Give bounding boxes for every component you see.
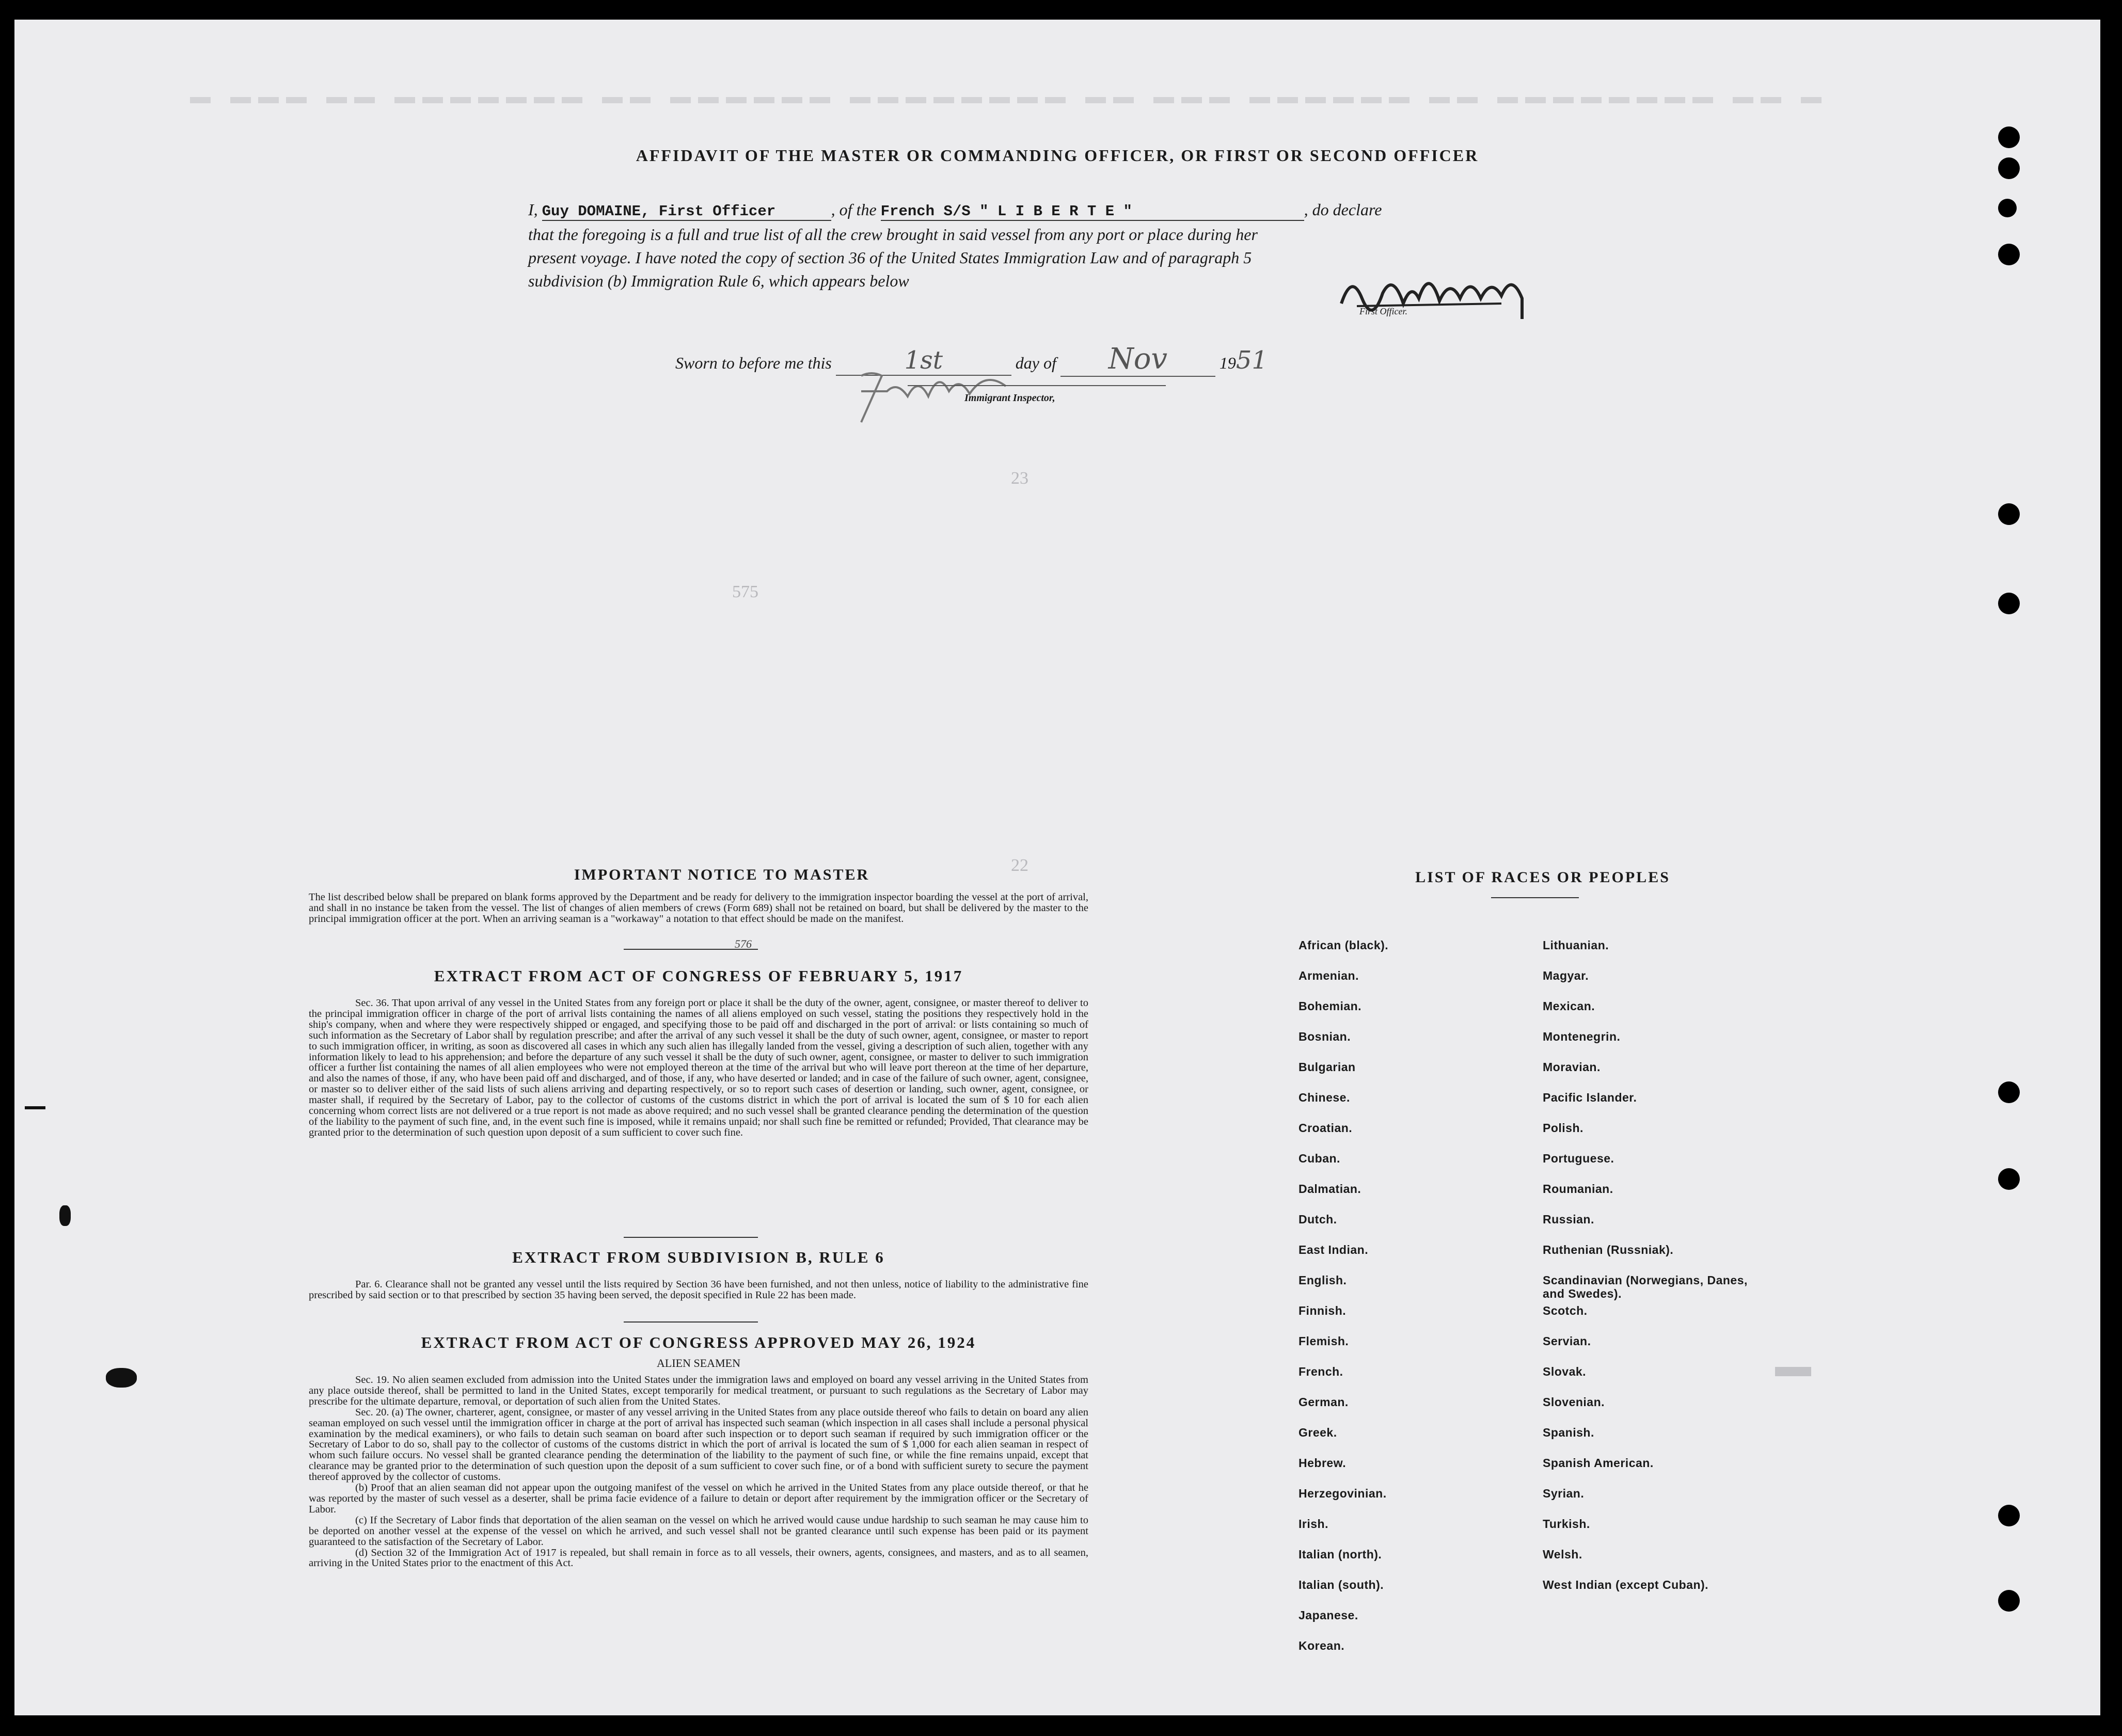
race-item: Chinese.	[1298, 1091, 1350, 1104]
officer-name-field: Guy DOMAINE, First Officer	[542, 203, 831, 221]
affidavit-line-1	[528, 200, 1382, 221]
races-column-right	[1543, 938, 1749, 1608]
race-item: Greek.	[1298, 1426, 1337, 1439]
extract-rule6-title: EXTRACT FROM SUBDIVISION B, RULE 6	[512, 1248, 885, 1266]
race-item: Bosnian.	[1298, 1030, 1351, 1043]
section-divider	[624, 1321, 758, 1323]
extract-1924-title: EXTRACT FROM ACT OF CONGRESS APPROVED MAY 26, 1924	[421, 1333, 976, 1351]
punch-hole	[1998, 1081, 2020, 1103]
signature-caption: First Officer.	[1359, 306, 1407, 316]
inspector-signature	[841, 355, 1047, 427]
races-title: LIST OF RACES OR PEOPLES	[1415, 869, 1670, 886]
race-item: Dalmatian.	[1298, 1182, 1361, 1196]
ink-mark	[25, 1106, 45, 1109]
faint-stamp	[1775, 1367, 1811, 1376]
race-item: Croatian.	[1298, 1121, 1353, 1135]
race-item: German.	[1298, 1395, 1349, 1409]
race-item: Montenegrin.	[1543, 1030, 1621, 1043]
race-item: Pacific Islander.	[1543, 1091, 1637, 1104]
race-item: Scotch.	[1543, 1304, 1588, 1317]
race-item: Magyar.	[1543, 969, 1589, 982]
section-20d-text: (d) Section 32 of the Immigration Act of 1917 is repealed, but shall remain in force as to all vessels, their owners, agents, consignees, and masters, and as to all seamen, arriving in the United States prior to the enactment of this Act.	[309, 1547, 1088, 1569]
race-item: Lithuanian.	[1543, 938, 1609, 952]
extract-1924-text	[309, 1375, 1088, 1569]
affidavit-title: AFFIDAVIT OF THE MASTER OR COMMANDING OFFICER, OR FIRST OR SECOND OFFICER	[636, 146, 1479, 165]
race-item: Spanish.	[1543, 1426, 1594, 1439]
race-item: Roumanian.	[1543, 1182, 1613, 1196]
race-item: Scandinavian (Norwegians, Danes, and Swedes).	[1543, 1273, 1748, 1300]
ink-smudge	[59, 1205, 71, 1226]
race-item: Mexican.	[1543, 999, 1595, 1013]
affidavit-prefix: I,	[528, 200, 538, 219]
page-number-ghost: 575	[732, 582, 758, 601]
sworn-month-field: Nov	[1060, 342, 1215, 377]
race-item: Syrian.	[1543, 1487, 1585, 1500]
handwritten-number: 576	[735, 937, 752, 950]
race-item: Servian.	[1543, 1334, 1591, 1348]
races-title-rule	[1491, 897, 1579, 898]
affidavit-suffix: , do declare	[1304, 200, 1382, 219]
race-item: Japanese.	[1298, 1608, 1358, 1622]
race-item: Russian.	[1543, 1213, 1594, 1226]
punch-hole	[1998, 126, 2020, 148]
race-item: Flemish.	[1298, 1334, 1349, 1348]
race-item: Bulgarian	[1298, 1060, 1356, 1074]
race-item: Slovak.	[1543, 1365, 1587, 1378]
section-20c-text: (c) If the Secretary of Labor finds that deportation of the alien seaman on the vessel on which he arrived would cause undue hardship to such seaman he may cause him to be deported on another vessel at the expense of the vessel on which he arrived, and such vessel shall not be granted clearance until such expense has been paid or its payment guaranteed to the satisfaction of the Secretary of Labor.	[309, 1514, 1088, 1548]
section-20a-text: Sec. 20. (a) The owner, charterer, agent, consignee, or master of any vessel arriving in the United States from any place outside thereof who fails to detain on board any alien seaman employed on such vessel until the immigration officer in charge at the port of arrival has inspected such seaman (which inspection in all cases shall include a personal physical examination by the medical examiners), or who fails to detain such seaman on board after such inspection or to deport such seaman if required by such immigration officer or the Secretary of Labor to do so, shall pay to the collector of customs of the customs district in which the port of arrival is located the sum of $ 1,000 for each alien seaman in respect of whom such failure occurs. No vessel shall be granted clearance pending the determination of the liability to the payment of such fine, or while the fine remains unpaid, except that clearance may be granted prior to the determination of such question upon the deposit of a sum sufficient to cover such fine, or of a bond with sufficient surety to secure the payment thereof approved by the collector of customs.	[309, 1406, 1088, 1483]
section-19-text: Sec. 19. No alien seamen excluded from admission into the United States under the immigration laws and employed on board any vessel arriving in the United States from any place outside thereof, shall be permitted to land in the United States, except temporarily for medical treatment, or pursuant to such regulations as the Secretary of Labor may prescribe for the ultimate departure, removal, or deportation of such alien from the United States.	[309, 1374, 1088, 1407]
race-item: Italian (north).	[1298, 1548, 1382, 1561]
sworn-prefix: Sworn to before me this	[675, 354, 832, 372]
extract-1924-subtitle: ALIEN SEAMEN	[657, 1357, 740, 1369]
ink-smudge	[106, 1368, 137, 1388]
race-item: East Indian.	[1298, 1243, 1369, 1256]
race-item: Polish.	[1543, 1121, 1583, 1135]
affidavit-mid: , of the	[831, 200, 877, 219]
extract-1917-title: EXTRACT FROM ACT OF CONGRESS OF FEBRUARY 5, 1917	[434, 967, 963, 985]
sworn-year-prefix: 19	[1219, 354, 1236, 372]
sworn-year-field: 51	[1236, 346, 1268, 375]
notice-title: IMPORTANT NOTICE TO MASTER	[574, 866, 870, 883]
vessel-name-field: French S/S " L I B E R T E "	[881, 203, 1304, 221]
race-item: Herzegovinian.	[1298, 1487, 1387, 1500]
sworn-day-field: 1st	[836, 346, 1011, 376]
affidavit-line-4: subdivision (b) Immigration Rule 6, which appears below	[528, 272, 909, 290]
race-item: Korean.	[1298, 1639, 1345, 1652]
race-item: Spanish American.	[1543, 1456, 1654, 1470]
race-item: Turkish.	[1543, 1517, 1590, 1531]
race-item: African (black).	[1298, 938, 1389, 952]
section-20b-text: (b) Proof that an alien seaman did not appear upon the outgoing manifest of the vessel on which he arrived in the United States from any place outside thereof, or that he was reported by the master of such vessel as a deserter, shall be prima facie evidence of a failure to detain or deport after requirement by the immigration officer or the Secretary of Labor.	[309, 1482, 1088, 1515]
race-item: Irish.	[1298, 1517, 1328, 1531]
punch-hole	[1998, 593, 2020, 614]
page-number-ghost: 22	[1011, 856, 1028, 875]
punch-hole	[1998, 1505, 2020, 1526]
bleed-through-text: ▬ ▬▬▬ ▬▬ ▬▬▬▬▬▬▬ ▬▬ ▬▬▬▬▬▬ ▬▬▬▬▬▬▬▬ ▬▬ ▬▬▬ ▬▬▬▬▬▬ ▬▬ ▬▬▬▬▬▬▬▬ ▬▬ ▬	[190, 92, 1829, 116]
race-item: Slovenian.	[1543, 1395, 1605, 1409]
race-item: West Indian (except Cuban).	[1543, 1578, 1709, 1591]
race-item: Finnish.	[1298, 1304, 1347, 1317]
inspector-line	[908, 385, 1166, 386]
race-item: Cuban.	[1298, 1152, 1340, 1165]
affidavit-line-2: that the foregoing is a full and true list of all the crew brought in said vessel from any port or place during her	[528, 225, 1258, 244]
sworn-mid: day of	[1015, 354, 1056, 372]
officer-signature	[1326, 262, 1543, 324]
race-item: Armenian.	[1298, 969, 1359, 982]
affidavit-line-3: present voyage. I have noted the copy of section 36 of the United States Immigration Law and of paragraph 5	[528, 248, 1252, 267]
inspector-caption: Immigrant Inspector,	[964, 392, 1055, 404]
race-item: Dutch.	[1298, 1213, 1337, 1226]
punch-hole	[1998, 244, 2020, 265]
race-item: English.	[1298, 1273, 1347, 1287]
punch-hole	[1998, 1590, 2020, 1612]
race-item: French.	[1298, 1365, 1343, 1378]
document-page	[14, 20, 2100, 1715]
race-item: Hebrew.	[1298, 1456, 1347, 1470]
race-item: Bohemian.	[1298, 999, 1362, 1013]
extract-1917-text: Sec. 36. That upon arrival of any vessel in the United States from any foreign port or place it shall be the duty of the owner, agent, consignee, or master thereof to deliver to the principal immigration officer in charge of the port of arrival lists containing the names of all aliens employed on such vessel, stating the positions they respectively hold in the ship's company, when and where they were respectively shipped or engaged, and specifying those to be paid off and discharged in the port of arrival: or lists containing so much of such information as the Secretary of Labor shall by regulation prescribe; and after the arrival of any such vessel it shall be the duty of such owner, agent, consignee, or master to report to such immigration officer, in writing, as soon as discovered all cases in which any such alien has illegally landed from the vessel, giving a description of such alien, together with any information likely to lead to his apprehension; and before the departure of any such vessel it shall be the duty of such owner, agent, consignee, or master to deliver to such immigration officer a further list containing the names of all alien employees who were not employed thereon at the time of the arrival but who will leave port thereon at the time of her departure, and also the names of those, if any, who have been paid off and discharged, and of those, if any, who have deserted or landed; and in case of the failure of such owner, agent, consignee, or master so to deliver either of the said lists of such aliens arriving and departing respectively, or so to report such cases of desertion or landing, such owner, agent, consignee, or master shall, if required by the Secretary of Labor, pay to the collector of customs of the customs district in which the port of arrival is located the sum of $ 10 for each alien concerning whom correct lists are not delivered or a true report is not made as above required; and no such vessel shall be granted clearance pending the determination of the question of the liability to the payment of such fine, and, in the event such fine is imposed, while it remains unpaid; nor shall such fine be remitted or refunded; Provided, That clearance may be granted prior to the determination of such question upon deposit of a sum sufficient to cover such fine.	[309, 997, 1088, 1138]
punch-hole	[1998, 503, 2020, 525]
section-divider	[624, 1237, 758, 1238]
race-item: Portuguese.	[1543, 1152, 1614, 1165]
race-item: Welsh.	[1543, 1548, 1582, 1561]
punch-hole	[1998, 199, 2017, 217]
race-item: Italian (south).	[1298, 1578, 1384, 1591]
race-item: Ruthenian (Russniak).	[1543, 1243, 1674, 1256]
notice-text: The list described below shall be prepared on blank forms approved by the Department and be ready for delivery to the immigration inspector boarding the vessel at the port of arrival, and shall in no instance be taken from the vessel. The list of changes of alien members of crews (Form 689) shall not be retained on board, but shall be delivered by the master to the principal immigration officer at the port. When an arriving seaman is a "workaway" a notation to that effect should be made on the manifest.	[309, 891, 1088, 925]
race-item: Moravian.	[1543, 1060, 1601, 1074]
races-column-left	[1298, 938, 1505, 1669]
punch-hole	[1998, 1168, 2020, 1190]
page-number-ghost: 23	[1011, 469, 1028, 488]
extract-rule6-text: Par. 6. Clearance shall not be granted any vessel until the lists required by Section 36 have been furnished, and not then unless, notice of liability to the administrative fine prescribed by said section or to that prescribed by section 35 having been served, the deposit specified in Rule 22 has been made.	[309, 1279, 1088, 1301]
punch-hole	[1998, 157, 2020, 179]
